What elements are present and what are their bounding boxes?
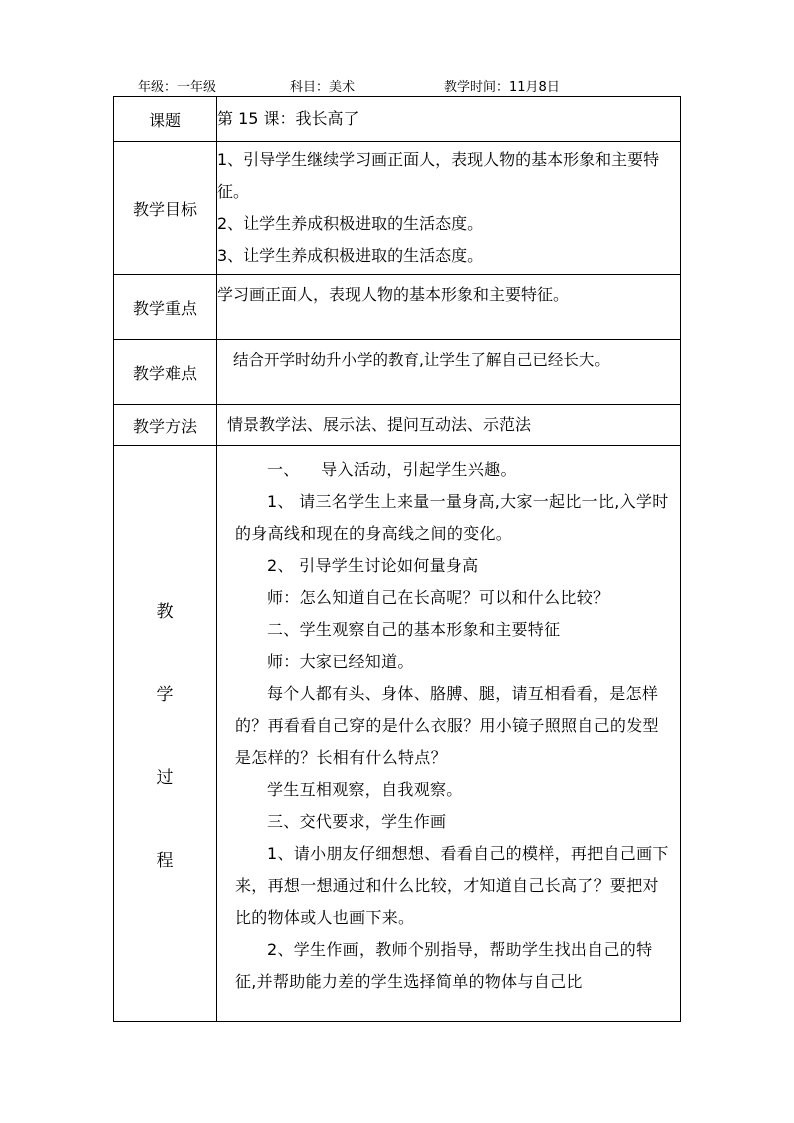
lesson-header [0, 76, 794, 94]
row-difficulty [114, 340, 681, 405]
process-label-char: 教 [156, 601, 174, 622]
row-key-point [114, 275, 681, 340]
goal-line: 2、让学生养成积极进取的生活态度。 [217, 214, 484, 233]
goal-line: 1、引导学生继续学习画正面人，表现人物的基本形象和主要特征。 [217, 150, 660, 201]
method-value: 情景教学法、展示法、提问互动法、示范法 [217, 405, 681, 446]
row-title [114, 97, 681, 142]
subject-label: 科目：美术 [290, 80, 356, 95]
process-paragraph: 2、学生作画，教师个别指导，帮助学生找出自己的特征,并帮助能力差的学生选择简单的物体与自己比 [235, 940, 653, 991]
process-label-char: 过 [156, 767, 174, 788]
process-label-char: 学 [156, 684, 174, 705]
key-point-label: 教学重点 [114, 275, 217, 340]
process-paragraph: 师：怎么知道自己在长高呢？可以和什么比较？ [267, 588, 610, 607]
difficulty-value: 结合开学时幼升小学的教育,让学生了解自己已经长大。 [217, 340, 681, 405]
teaching-time-label: 教学时间：11月8日 [444, 80, 560, 95]
process-paragraph: 一、 导入活动，引起学生兴趣。 [267, 460, 517, 479]
process-label [114, 446, 217, 1022]
process-paragraph: 学生互相观察，自我观察。 [267, 780, 463, 799]
process-paragraph: 师：大家已经知道。 [267, 652, 414, 671]
process-paragraph: 二、学生观察自己的基本形象和主要特征 [267, 620, 561, 639]
grade-label: 年级：一年级 [138, 80, 217, 95]
process-paragraph: 每个人都有头、身体、胳膊、腿，请互相看看，是怎样的？再看看自己穿的是什么衣服？用小镜子照照自己的发型是怎样的？长相有什么特点？ [235, 684, 659, 767]
process-paragraph: 1、 请三名学生上来量一量身高,大家一起比一比,入学时的身高线和现在的身高线之间的变化。 [235, 492, 669, 543]
title-label: 课题 [114, 97, 217, 142]
process-value [217, 446, 681, 1022]
goal-line: 3、让学生养成积极进取的生活态度。 [217, 246, 484, 265]
row-process [114, 446, 681, 1022]
title-value: 第 15 课：我长高了 [217, 97, 681, 142]
row-goals [114, 142, 681, 275]
difficulty-label: 教学难点 [114, 340, 217, 405]
process-label-char: 程 [156, 850, 174, 871]
process-paragraph: 三、交代要求，学生作画 [267, 812, 447, 831]
process-paragraph: 1、请小朋友仔细想想、看看自己的模样，再把自己画下来，再想一想通过和什么比较，才知道自己长高了？要把对比的物体或人也画下来。 [235, 844, 669, 927]
key-point-value: 学习画正面人，表现人物的基本形象和主要特征。 [217, 275, 681, 340]
method-label: 教学方法 [114, 405, 217, 446]
row-method [114, 405, 681, 446]
process-paragraph: 2、 引导学生讨论如何量身高 [267, 556, 479, 575]
goals-value [217, 142, 681, 275]
lesson-plan-table [113, 96, 681, 1022]
goals-label: 教学目标 [114, 142, 217, 275]
